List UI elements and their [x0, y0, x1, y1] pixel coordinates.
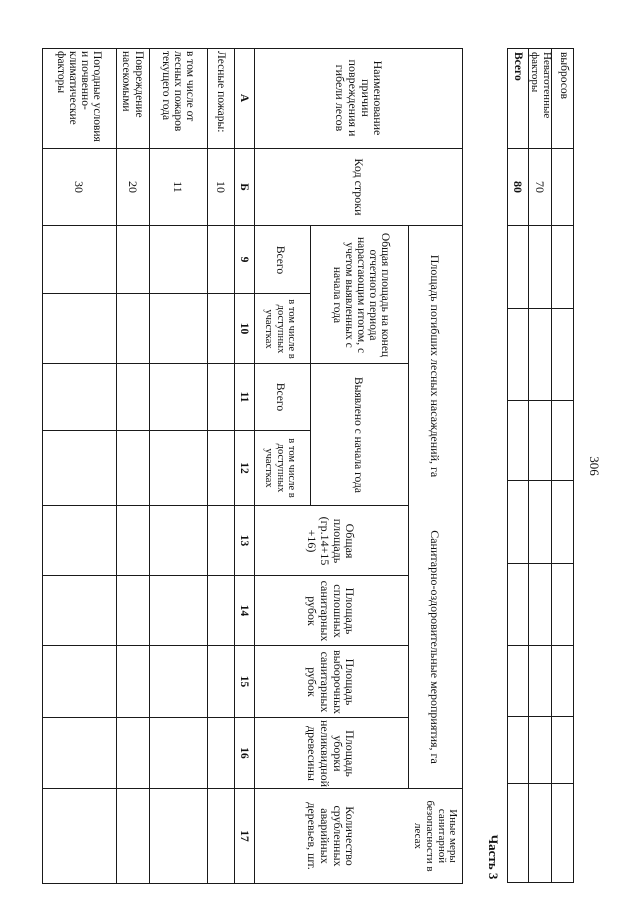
- table-row-name: Повреждение насекомыми: [120, 51, 145, 118]
- header-row-code: Код строки: [352, 158, 367, 216]
- column-number: 9: [238, 256, 251, 263]
- header-col15: Площадь выборочных санитарных рубок: [305, 649, 358, 715]
- table-row-code: 20: [125, 181, 140, 193]
- table-row-code: 11: [171, 181, 186, 193]
- column-number: 14: [238, 604, 251, 617]
- header-dead-total-group: Общая площадь на конец отчетного периода нарастающим итогом, с учетом выявленных с начала года: [330, 232, 392, 358]
- header-detected-group: Выявлено с начала года: [352, 377, 365, 493]
- header-group-sanitary: Санитарно-оздоровительные мероприятия, га: [428, 530, 443, 764]
- header-detected-total: Всего: [274, 382, 287, 412]
- column-number: 15: [238, 675, 251, 688]
- table-row-name: Лесные пожары:: [214, 51, 227, 133]
- top-row-name: Неватотенные факторы: [529, 52, 553, 119]
- header-dead-accessible: в том числе в доступных участках: [263, 299, 297, 359]
- page-number: 306: [586, 456, 602, 476]
- header-col16: Площадь уборки неликвидной древесины: [305, 719, 358, 788]
- header-dead-total: Всего: [274, 245, 287, 275]
- top-row-name: выбросов: [558, 52, 571, 100]
- table-row-name: Погодные условия и почвенно-климатические факторы: [54, 51, 104, 142]
- header-col17: Количество срубленных аварийных деревьев, шт.: [305, 802, 358, 870]
- header-col13: Общая площадь (гр.14+15 +16): [305, 516, 358, 566]
- top-row-name: Всего: [512, 52, 525, 81]
- column-number: 11: [238, 391, 251, 403]
- header-cause-name: Наименование причин повреждения и гибели лесов: [333, 59, 386, 137]
- header-col14: Площадь сплошных санитарных рубок: [305, 580, 358, 642]
- column-number: 17: [238, 830, 251, 842]
- table-row-code: 10: [213, 181, 228, 193]
- table-row-code: 30: [72, 181, 87, 193]
- column-number: 10: [238, 322, 251, 335]
- table-row-name: в том числе от лесных пожаров текущего года: [159, 51, 197, 132]
- top-row-code: 70: [533, 181, 548, 193]
- column-number: А: [238, 93, 251, 103]
- top-row-code: 80: [511, 181, 526, 193]
- part-title: Часть 3: [485, 834, 501, 880]
- header-group-dead-area: Площадь погибших лесных насаждений, га: [428, 254, 443, 478]
- header-group-other: Иные меры санитарной безопасности в лесах: [412, 800, 460, 872]
- column-number: 12: [238, 462, 251, 474]
- header-detected-accessible: в том числе в доступных участках: [263, 438, 297, 498]
- column-number: 16: [238, 747, 251, 759]
- column-number: 13: [238, 534, 251, 547]
- column-number: Б: [238, 183, 251, 191]
